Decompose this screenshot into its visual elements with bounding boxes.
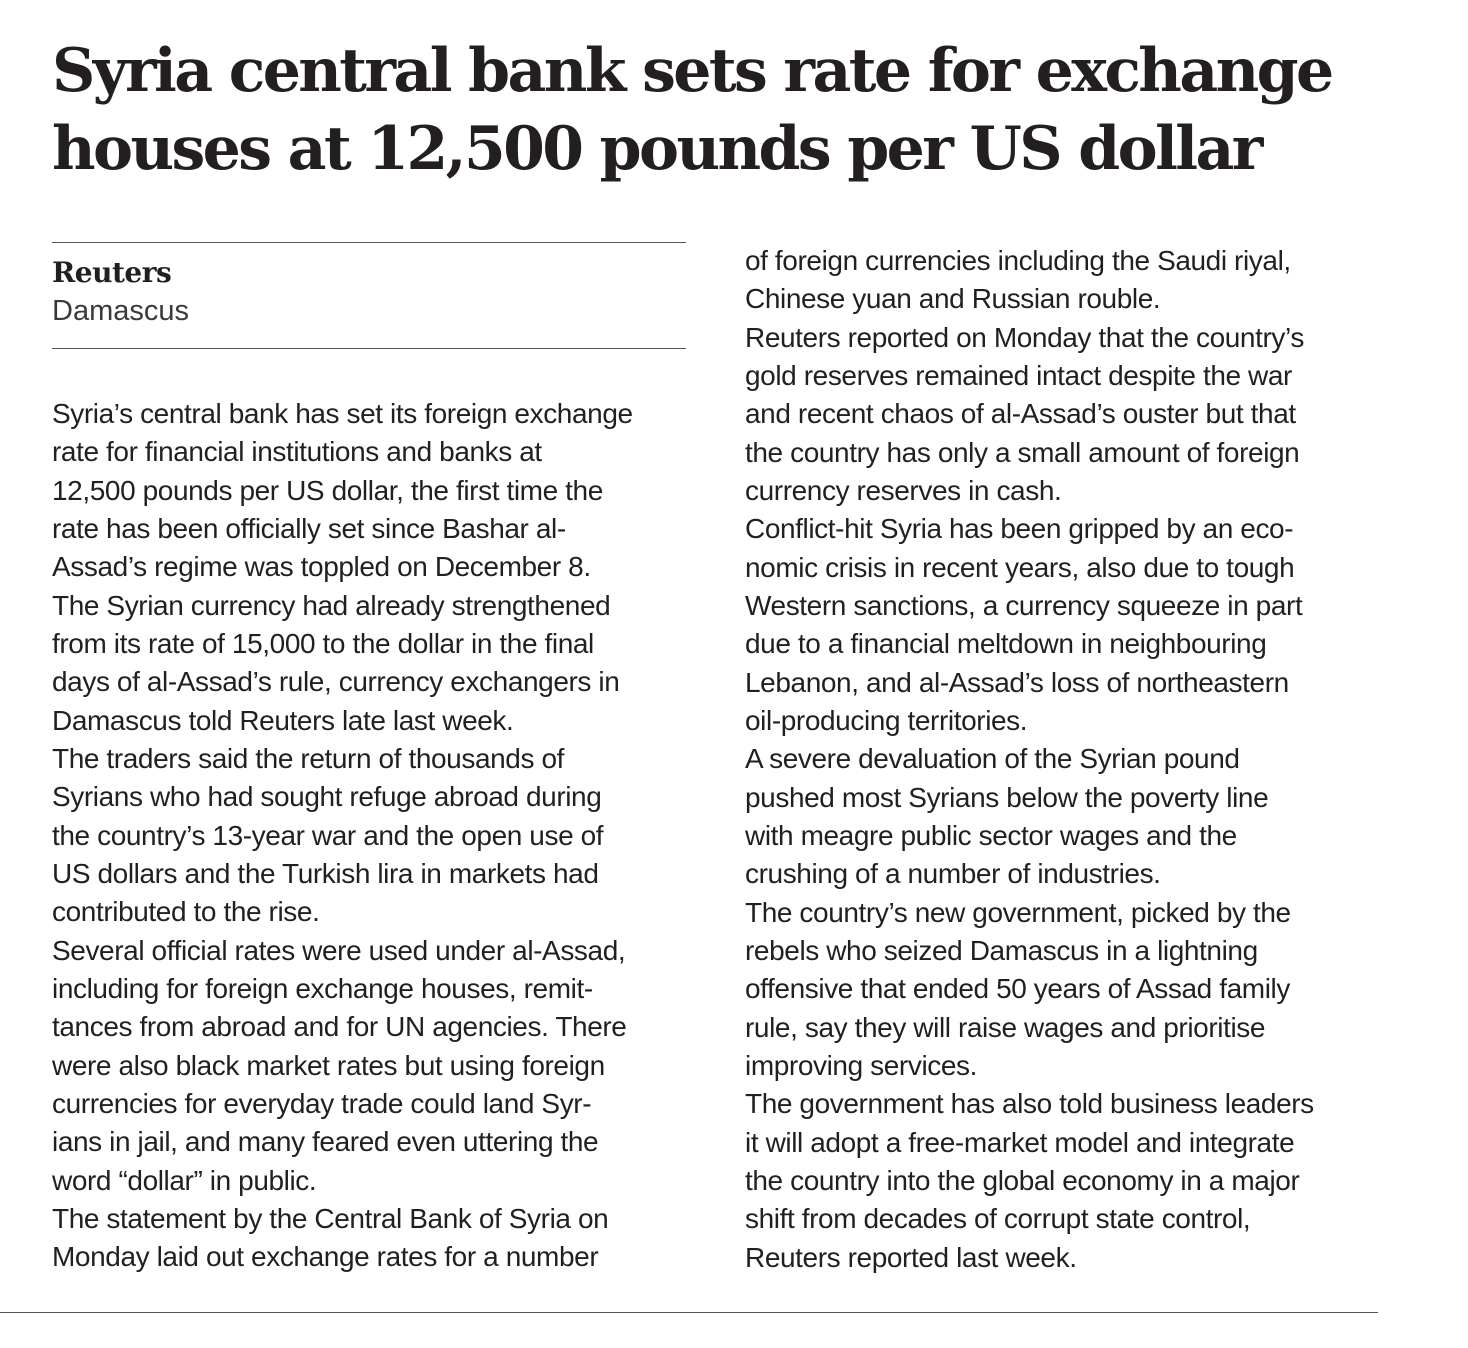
- body-text-line: 12,500 pounds per US dollar, the first time the: [52, 474, 603, 506]
- body-text-line: The statement by the Central Bank of Syria on: [52, 1202, 609, 1234]
- headline: [52, 32, 1432, 188]
- body-text-line: currencies for everyday trade could land Syr-: [52, 1087, 592, 1119]
- body-text-line: The Syrian currency had already strengthened: [52, 589, 611, 621]
- body-text-line: US dollars and the Turkish lira in markets had: [52, 857, 599, 889]
- body-text-line: Several official rates were used under al-Assad,: [52, 934, 626, 966]
- article-bottom-rule: [0, 1312, 1378, 1313]
- body-text-line: A severe devaluation of the Syrian pound: [745, 743, 1240, 775]
- body-text-line: it will adopt a free-market model and integrate: [745, 1126, 1295, 1158]
- headline-line: Syria central bank sets rate for exchange: [52, 36, 1332, 106]
- article-body-left-column: [52, 395, 702, 1277]
- body-text-line: Reuters reported on Monday that the country’s: [745, 321, 1304, 353]
- body-text-line: Lebanon, and al-Assad’s loss of northeastern: [745, 666, 1289, 698]
- body-text-line: improving services.: [745, 1049, 978, 1081]
- body-text-line: from its rate of 15,000 to the dollar in the final: [52, 627, 594, 659]
- body-text-line: were also black market rates but using foreign: [52, 1049, 605, 1081]
- body-text-line: the country into the global economy in a major: [745, 1164, 1300, 1196]
- body-text-line: Western sanctions, a currency squeeze in part: [745, 589, 1303, 621]
- byline-location: Damascus: [52, 295, 189, 327]
- body-text-line: the country’s 13-year war and the open use of: [52, 819, 604, 851]
- body-text-line: Damascus told Reuters late last week.: [52, 704, 514, 736]
- article-body-right-column: [745, 242, 1445, 1277]
- body-text-line: tances from abroad and for UN agencies. There: [52, 1011, 627, 1043]
- body-text-line: the country has only a small amount of foreign: [745, 436, 1300, 468]
- byline-source: Reuters: [52, 256, 172, 289]
- body-text-line: Syrians who had sought refuge abroad during: [52, 781, 602, 813]
- body-text-line: Syria’s central bank has set its foreign exchange: [52, 398, 633, 429]
- body-text-line: The country’s new government, picked by the: [745, 896, 1291, 928]
- body-text-line: rate has been officially set since Bashar al-: [52, 512, 566, 544]
- body-text-line: The traders said the return of thousands of: [52, 742, 564, 774]
- body-text-line: word “dollar” in public.: [52, 1164, 317, 1196]
- body-text-line: nomic crisis in recent years, also due to tough: [745, 551, 1295, 583]
- body-text-line: days of al-Assad’s rule, currency exchangers in: [52, 666, 620, 698]
- byline-top-rule: [52, 242, 686, 243]
- body-text-line: rate for financial institutions and banks at: [52, 436, 542, 468]
- byline-bottom-rule: [52, 348, 686, 349]
- body-text-line: oil-producing territories.: [745, 704, 1028, 736]
- body-text-line: with meagre public sector wages and the: [745, 819, 1237, 851]
- body-text-line: crushing of a number of industries.: [745, 858, 1161, 890]
- body-text-line: pushed most Syrians below the poverty line: [745, 781, 1269, 813]
- body-text-line: rule, say they will raise wages and prioritise: [745, 1011, 1266, 1043]
- body-text-line: Chinese yuan and Russian rouble.: [745, 283, 1161, 315]
- body-text-line: Conflict-hit Syria has been gripped by an eco-: [745, 513, 1294, 545]
- body-text-line: offensive that ended 50 years of Assad family: [745, 973, 1290, 1005]
- headline-line: houses at 12,500 pounds per US dollar: [52, 114, 1261, 184]
- body-text-line: and recent chaos of al-Assad’s ouster but that: [745, 398, 1296, 430]
- body-text-line: ians in jail, and many feared even uttering the: [52, 1126, 599, 1158]
- body-text-line: currency reserves in cash.: [745, 474, 1062, 506]
- body-text-line: Reuters reported last week.: [745, 1241, 1077, 1273]
- body-text-line: including for foreign exchange houses, remit-: [52, 972, 593, 1004]
- body-text-line: contributed to the rise.: [52, 896, 320, 928]
- body-text-line: rebels who seized Damascus in a lightning: [745, 934, 1258, 966]
- body-text-line: gold reserves remained intact despite the war: [745, 359, 1292, 391]
- body-text-line: Assad’s regime was toppled on December 8.: [52, 551, 591, 583]
- body-text-line: Monday laid out exchange rates for a number: [52, 1241, 599, 1273]
- body-text-line: due to a financial meltdown in neighbouring: [745, 628, 1267, 660]
- body-text-line: of foreign currencies including the Saudi riyal,: [745, 245, 1291, 276]
- body-text-line: The government has also told business leaders: [745, 1088, 1314, 1120]
- body-text-line: shift from decades of corrupt state control,: [745, 1203, 1251, 1235]
